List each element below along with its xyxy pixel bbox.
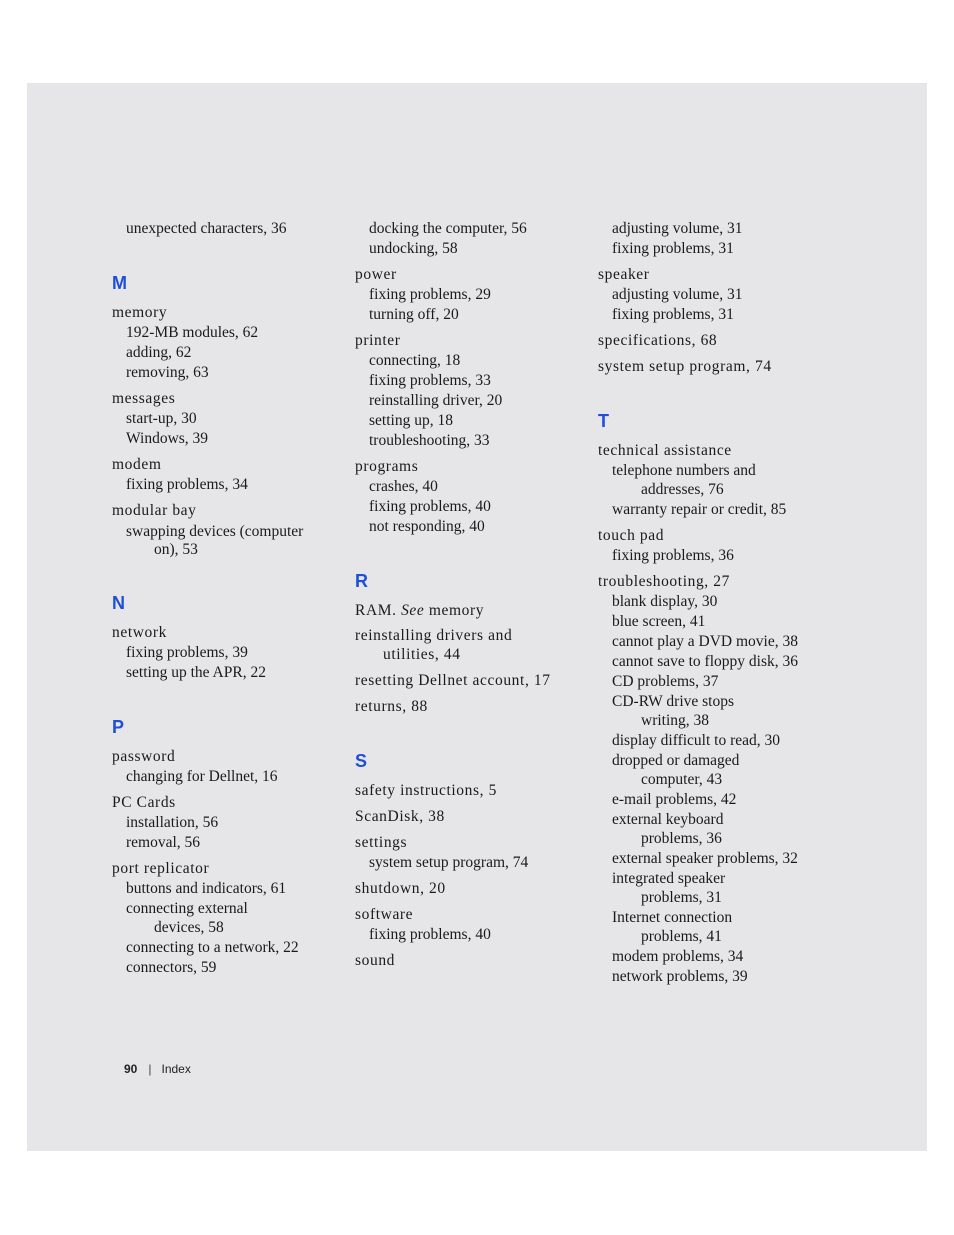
index-entry-technical-assistance: technical assistance xyxy=(598,442,732,459)
index-subentry: warranty repair or credit, 85 xyxy=(612,501,787,518)
index-subentry: dropped or damaged xyxy=(612,752,740,769)
see-reference-label: See xyxy=(401,602,425,619)
index-subentry: reinstalling driver, 20 xyxy=(369,392,503,409)
index-entry-modular-bay: modular bay xyxy=(112,502,197,519)
index-subentry: buttons and indicators, 61 xyxy=(126,880,287,897)
page-footer xyxy=(124,1062,191,1076)
index-subentry: connecting external xyxy=(126,900,248,917)
index-entry-returns: returns, 88 xyxy=(355,698,428,715)
footer-section-title: Index xyxy=(161,1062,191,1076)
index-entry-memory: memory xyxy=(112,304,168,321)
index-subentry: turning off, 20 xyxy=(369,306,459,323)
index-subentry: external keyboard xyxy=(612,811,724,828)
section-letter-n: N xyxy=(112,593,125,613)
index-column-3 xyxy=(598,219,828,987)
index-entry-scandisk: ScanDisk, 38 xyxy=(355,808,445,825)
index-subentry-continued: writing, 38 xyxy=(641,712,710,729)
index-subentry: Windows, 39 xyxy=(126,430,209,447)
index-subentry: troubleshooting, 33 xyxy=(369,432,490,449)
index-entry-continued: utilities, 44 xyxy=(383,646,461,663)
index-subentry: undocking, 58 xyxy=(369,240,458,257)
index-subentry: fixing problems, 29 xyxy=(369,286,491,303)
index-subentry: crashes, 40 xyxy=(369,478,438,495)
index-subentry: modem problems, 34 xyxy=(612,948,744,965)
index-subentry-continued: computer, 43 xyxy=(641,771,723,788)
index-subentry: fixing problems, 33 xyxy=(369,372,491,389)
index-subentry: start-up, 30 xyxy=(126,410,197,427)
index-entry-troubleshooting: troubleshooting, 27 xyxy=(598,573,730,590)
index-entry-resetting: resetting Dellnet account, 17 xyxy=(355,672,551,689)
index-subentry-continued: problems, 31 xyxy=(641,889,722,906)
index-subentry: CD-RW drive stops xyxy=(612,693,734,710)
index-entry-power: power xyxy=(355,266,397,283)
index-column-2 xyxy=(355,219,585,971)
index-subentry: 192-MB modules, 62 xyxy=(126,324,259,341)
index-subentry: Internet connection xyxy=(612,909,733,926)
index-entry-specifications: specifications, 68 xyxy=(598,332,718,349)
index-subentry: setting up the APR, 22 xyxy=(126,664,266,681)
index-subentry: external speaker problems, 32 xyxy=(612,850,798,867)
index-subentry: setting up, 18 xyxy=(369,412,453,429)
index-subentry: network problems, 39 xyxy=(612,968,748,985)
index-entry-touch-pad: touch pad xyxy=(598,527,665,544)
index-entry-network: network xyxy=(112,624,167,641)
index-subentry: cannot play a DVD movie, 38 xyxy=(612,633,798,650)
index-subentry: fixing problems, 39 xyxy=(126,644,248,661)
index-entry-pc-cards: PC Cards xyxy=(112,794,176,811)
footer-separator: | xyxy=(148,1062,152,1076)
index-subentry-continued: on), 53 xyxy=(154,541,198,558)
index-subentry: CD problems, 37 xyxy=(612,673,719,690)
index-subentry: fixing problems, 31 xyxy=(612,306,734,323)
index-entry-software: software xyxy=(355,906,414,923)
index-subentry: fixing problems, 31 xyxy=(612,240,734,257)
index-subentry: swapping devices (computer xyxy=(126,523,304,540)
index-entry-printer: printer xyxy=(355,332,401,349)
index-entry-system-setup: system setup program, 74 xyxy=(598,358,772,375)
index-subentry: adjusting volume, 31 xyxy=(612,220,743,237)
index-subentry: blue screen, 41 xyxy=(612,613,706,630)
section-letter-m: M xyxy=(112,273,127,293)
index-subentry: removing, 63 xyxy=(126,364,209,381)
index-entry-safety: safety instructions, 5 xyxy=(355,782,497,799)
page-number: 90 xyxy=(124,1062,138,1076)
index-entry-sound: sound xyxy=(355,952,396,969)
index-entry-reinstalling: reinstalling drivers and xyxy=(355,627,513,644)
index-subentry-continued: addresses, 76 xyxy=(641,481,724,498)
index-subentry-continued: problems, 36 xyxy=(641,830,722,847)
index-entry-settings: settings xyxy=(355,834,408,851)
index-subentry: integrated speaker xyxy=(612,870,726,887)
index-entry-password: password xyxy=(112,748,176,765)
index-entry-modem: modem xyxy=(112,456,162,473)
index-subentry: e-mail problems, 42 xyxy=(612,791,737,808)
section-letter-r: R xyxy=(355,571,368,591)
index-subentry: connectors, 59 xyxy=(126,959,217,976)
index-entry-speaker: speaker xyxy=(598,266,650,283)
index-subentry: fixing problems, 36 xyxy=(612,547,734,564)
section-letter-s: S xyxy=(355,751,368,771)
index-subentry: telephone numbers and xyxy=(612,462,756,479)
index-term: RAM. xyxy=(355,602,397,619)
index-subentry: connecting to a network, 22 xyxy=(126,939,299,956)
index-entry-port-replicator: port replicator xyxy=(112,860,210,877)
index-subentry: removal, 56 xyxy=(126,834,201,851)
index-subentry: docking the computer, 56 xyxy=(369,220,527,237)
index-subentry: fixing problems, 34 xyxy=(126,476,248,493)
index-subentry: adding, 62 xyxy=(126,344,192,361)
index-entry-ram xyxy=(355,601,585,621)
index-subentry: blank display, 30 xyxy=(612,593,718,610)
index-subentry-continued: devices, 58 xyxy=(154,919,224,936)
index-entry-shutdown: shutdown, 20 xyxy=(355,880,446,897)
index-subentry: fixing problems, 40 xyxy=(369,498,491,515)
index-subentry: unexpected characters, 36 xyxy=(126,220,287,237)
index-entry-messages: messages xyxy=(112,390,176,407)
index-subentry-continued: problems, 41 xyxy=(641,928,722,945)
index-subentry: changing for Dellnet, 16 xyxy=(126,768,278,785)
see-reference-target: memory xyxy=(428,602,485,619)
index-subentry: cannot save to floppy disk, 36 xyxy=(612,653,798,670)
index-subentry: display difficult to read, 30 xyxy=(612,732,781,749)
section-letter-p: P xyxy=(112,717,125,737)
index-subentry: system setup program, 74 xyxy=(369,854,529,871)
index-subentry: adjusting volume, 31 xyxy=(612,286,743,303)
index-subentry: not responding, 40 xyxy=(369,518,485,535)
index-entry-programs: programs xyxy=(355,458,419,475)
index-subentry: fixing problems, 40 xyxy=(369,926,491,943)
index-column-1 xyxy=(112,219,342,978)
section-letter-t: T xyxy=(598,411,609,431)
index-subentry: connecting, 18 xyxy=(369,352,461,369)
index-subentry: installation, 56 xyxy=(126,814,219,831)
